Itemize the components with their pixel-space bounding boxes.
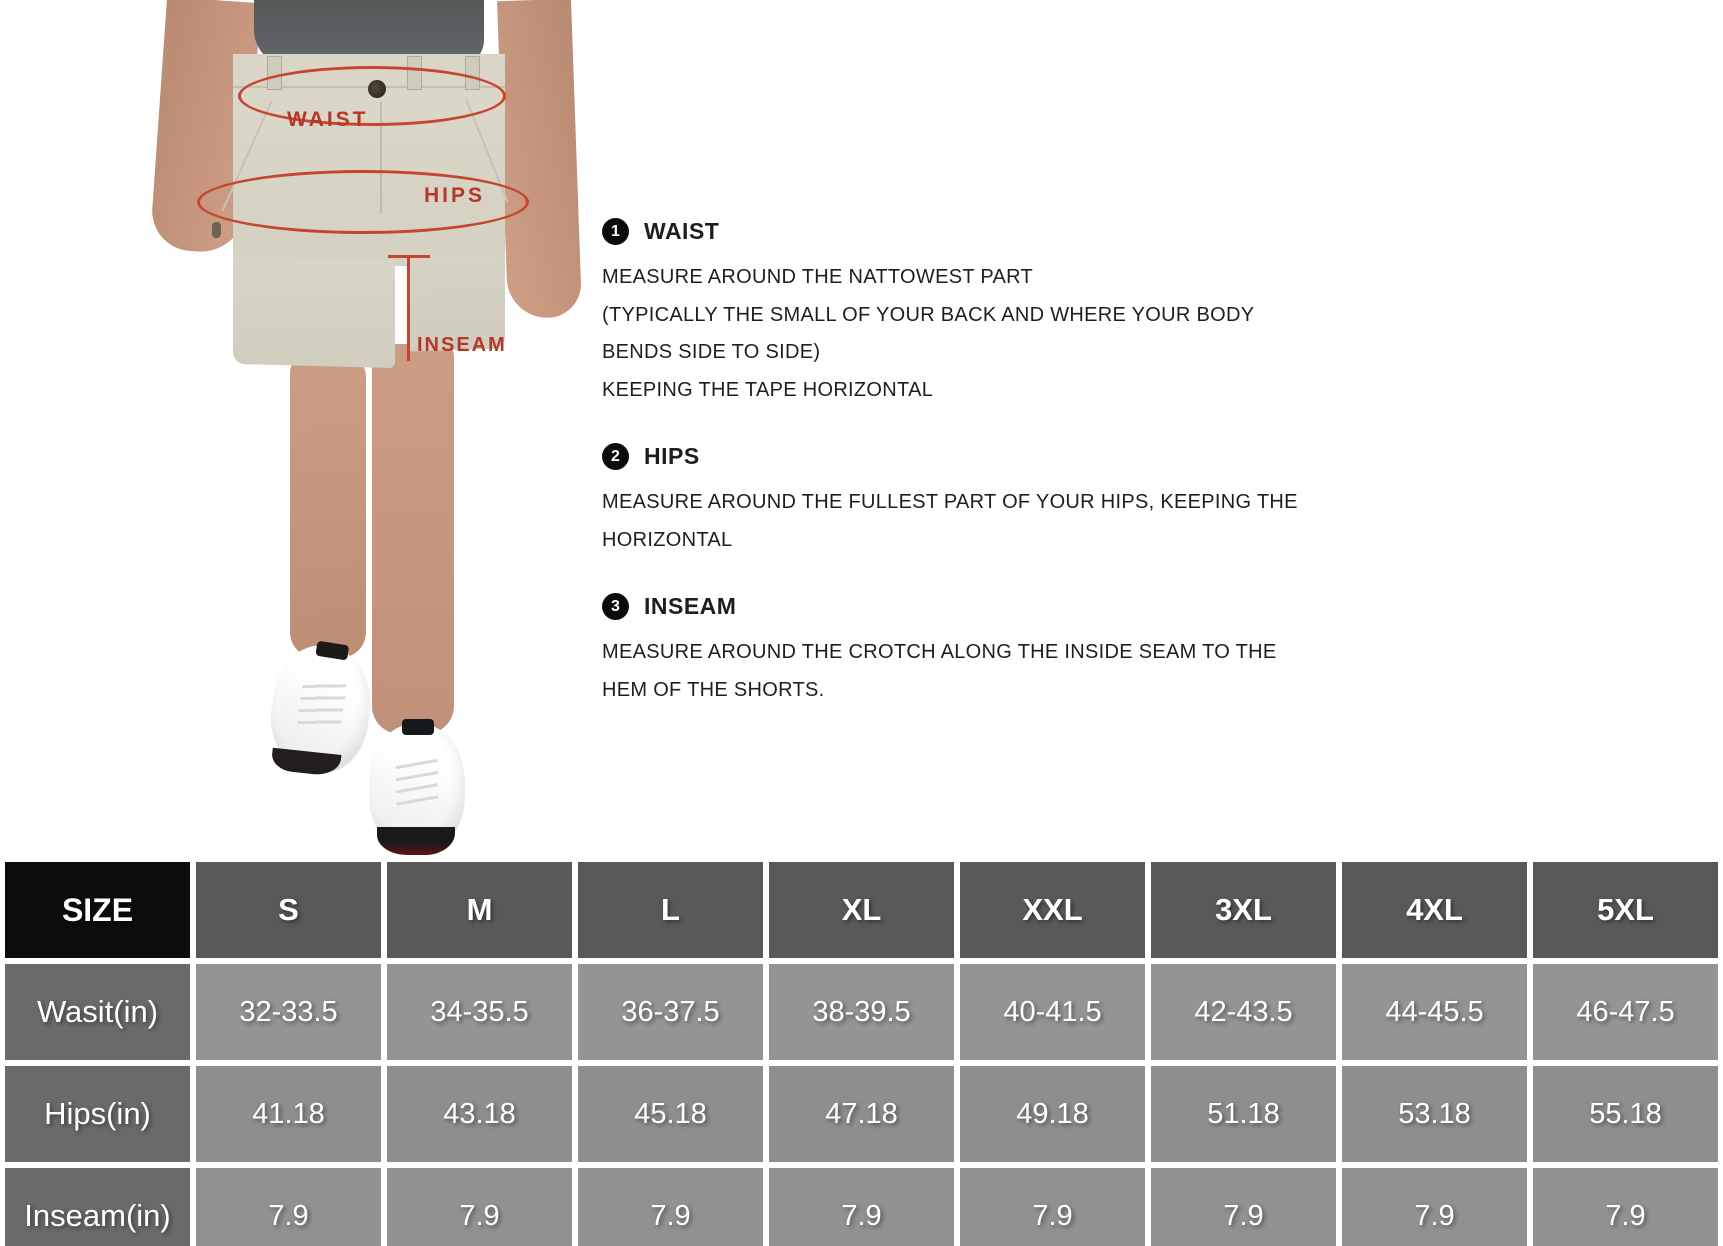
table-cell: 7.9 [1342, 1168, 1527, 1246]
column-header: 5XL [1533, 862, 1718, 958]
column-header: XL [769, 862, 954, 958]
right-shoe [369, 724, 465, 852]
model-left-leg [290, 358, 366, 658]
column-header: 3XL [1151, 862, 1336, 958]
table-cell: 32-33.5 [196, 964, 381, 1060]
row-label-waist: Wasit(in) [5, 964, 190, 1060]
instruction-section-inseam [602, 593, 1402, 709]
table-cell: 7.9 [769, 1168, 954, 1246]
instruction-line: MEASURE AROUND THE FULLEST PART OF YOUR HIPS, KEEPING THE [602, 491, 1298, 513]
instruction-line: BENDS SIDE TO SIDE) [602, 341, 821, 363]
step-2-badge: 2 [602, 443, 629, 470]
hips-measure-label: HIPS [424, 184, 486, 207]
shorts-left-leg [233, 256, 395, 368]
instruction-line: MEASURE AROUND THE CROTCH ALONG THE INSIDE SEAM TO THE [602, 641, 1277, 663]
step-1-badge: 1 [602, 218, 629, 245]
table-cell: 46-47.5 [1533, 964, 1718, 1060]
model-right-arm [497, 0, 582, 319]
instruction-section-waist [602, 218, 1402, 409]
column-header: S [196, 862, 381, 958]
side-zipper-pull [212, 222, 221, 238]
table-cell: 7.9 [1151, 1168, 1336, 1246]
row-label-hips: Hips(in) [5, 1066, 190, 1162]
inseam-measure-label: INSEAM [417, 334, 507, 356]
table-cell: 51.18 [1151, 1066, 1336, 1162]
column-header: L [578, 862, 763, 958]
step-3-badge: 3 [602, 593, 629, 620]
instruction-line: HEM OF THE SHORTS. [602, 678, 825, 701]
table-cell: 7.9 [387, 1168, 572, 1246]
section-title: HIPS [644, 443, 700, 469]
inseam-measure-line [407, 257, 410, 361]
table-cell: 47.18 [769, 1066, 954, 1162]
table-cell: 40-41.5 [960, 964, 1145, 1060]
instruction-line: KEEPING THE TAPE HORIZONTAL [602, 378, 934, 401]
table-cell: 42-43.5 [1151, 964, 1336, 1060]
table-cell: 41.18 [196, 1066, 381, 1162]
model-right-leg [372, 344, 454, 734]
table-cell: 38-39.5 [769, 964, 954, 1060]
table-cell: 34-35.5 [387, 964, 572, 1060]
column-header: 4XL [1342, 862, 1527, 958]
shoe-laces [297, 676, 347, 733]
table-cell: 7.9 [578, 1168, 763, 1246]
model-photo [0, 0, 600, 860]
table-cell: 43.18 [387, 1066, 572, 1162]
measurement-instructions [602, 218, 1402, 743]
size-header-cell: SIZE [5, 862, 190, 958]
size-chart-table [0, 857, 1723, 1246]
shoe-laces [396, 757, 438, 808]
waist-measure-label: WAIST [287, 108, 369, 131]
instruction-line: (TYPICALLY THE SMALL OF YOUR BACK AND WHERE YOUR BODY [602, 303, 1255, 326]
section-title: WAIST [644, 218, 720, 244]
table-cell: 45.18 [578, 1066, 763, 1162]
table-cell: 53.18 [1342, 1066, 1527, 1162]
waist-measure-ellipse [238, 66, 506, 126]
instruction-line: MEASURE AROUND THE NATTOWEST PART [602, 266, 1034, 288]
table-cell: 55.18 [1533, 1066, 1718, 1162]
instruction-line: HORIZONTAL [602, 528, 733, 551]
row-label-inseam: Inseam(in) [5, 1168, 190, 1246]
left-shoe [263, 639, 380, 779]
table-cell: 7.9 [1533, 1168, 1718, 1246]
instruction-section-hips [602, 443, 1402, 559]
table-cell: 7.9 [196, 1168, 381, 1246]
section-title: INSEAM [644, 593, 737, 619]
column-header: XXL [960, 862, 1145, 958]
table-cell: 44-45.5 [1342, 964, 1527, 1060]
table-cell: 49.18 [960, 1066, 1145, 1162]
table-cell: 36-37.5 [578, 964, 763, 1060]
column-header: M [387, 862, 572, 958]
table-cell: 7.9 [960, 1168, 1145, 1246]
